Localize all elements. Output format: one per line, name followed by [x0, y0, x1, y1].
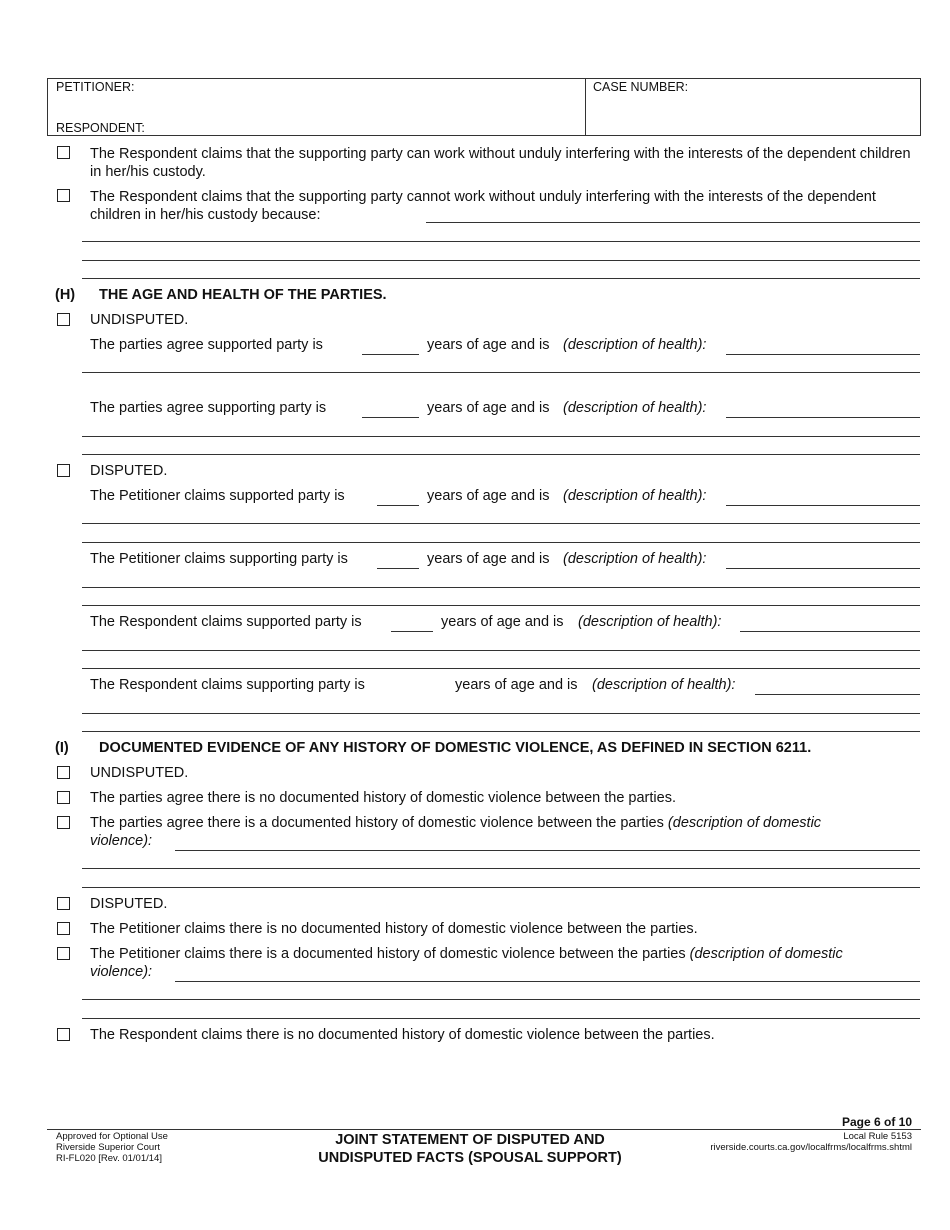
health-line[interactable] — [82, 372, 920, 373]
caption-box — [47, 78, 921, 136]
health-line[interactable] — [82, 668, 920, 669]
health-field[interactable] — [740, 631, 920, 632]
checkbox-h-undisputed[interactable] — [57, 313, 70, 326]
footer-approved: Approved for Optional Use — [56, 1131, 168, 1142]
health-line[interactable] — [82, 542, 920, 543]
caption-divider — [585, 79, 586, 135]
footer-rule — [47, 1129, 921, 1130]
agree-supported-text: The parties agree supported party is — [90, 337, 323, 353]
checkbox-resp-can-work[interactable] — [57, 146, 70, 159]
i-disputed-label: DISPUTED. — [90, 896, 168, 912]
court-url: riverside.courts.ca.gov/localfrms/localfrms.shtml — [710, 1142, 912, 1153]
footer-court: Riverside Superior Court — [56, 1142, 161, 1153]
years-text: years of age and is — [441, 614, 564, 630]
health-line[interactable] — [82, 650, 920, 651]
age-field[interactable] — [391, 631, 433, 632]
resp-can-work-text: The Respondent claims that the supporting party can work without unduly interfering with the interests of the dependent children in her/his custody. — [90, 146, 911, 180]
section-i-marker: (I) — [55, 740, 69, 756]
age-field[interactable] — [377, 568, 419, 569]
checkbox-resp-cannot-work[interactable] — [57, 189, 70, 202]
health-text: (description of health): — [563, 400, 707, 416]
i-undisputed-label: UNDISPUTED. — [90, 765, 189, 781]
local-rule: Local Rule 5153 — [843, 1131, 912, 1142]
cannot-work-reason-line[interactable] — [426, 222, 920, 223]
years-text: years of age and is — [427, 337, 550, 353]
checkbox-i-undisputed[interactable] — [57, 766, 70, 779]
age-field[interactable] — [377, 505, 419, 506]
checkbox-agree-no-dv[interactable] — [57, 791, 70, 804]
h-disputed-label: DISPUTED. — [90, 463, 168, 479]
checkbox-pet-no-dv[interactable] — [57, 922, 70, 935]
dv-description-field[interactable] — [175, 981, 920, 982]
dv-description-line[interactable] — [82, 999, 920, 1000]
checkbox-i-disputed[interactable] — [57, 897, 70, 910]
reason-line[interactable] — [82, 260, 920, 261]
years-text: years of age and is — [427, 551, 550, 567]
pet-dv-text-cont: violence): — [90, 964, 153, 980]
health-line[interactable] — [82, 731, 920, 732]
resp-supporting-text: The Respondent claims supporting party is — [90, 677, 365, 693]
years-text: years of age and is — [427, 488, 550, 504]
form-title-line-2: UNDISPUTED FACTS (SPOUSAL SUPPORT) — [318, 1150, 622, 1166]
health-line[interactable] — [82, 454, 920, 455]
resp-cannot-work-text: The Respondent claims that the supporting party cannot work without unduly interfering with the interests of the dependent children in her/his custody because: — [90, 189, 876, 223]
health-field[interactable] — [726, 568, 920, 569]
page-number: Page 6 of 10 — [841, 1115, 912, 1129]
health-line[interactable] — [82, 587, 920, 588]
pet-dv-text: The Petitioner claims there is a documented history of domestic violence between the parties (description of domestic — [90, 946, 843, 962]
agree-no-dv-text: The parties agree there is no documented history of domestic violence between the parties. — [90, 790, 676, 806]
health-text: (description of health): — [592, 677, 736, 693]
agree-supporting-text: The parties agree supporting party is — [90, 400, 327, 416]
case-number-label: CASE NUMBER: — [593, 80, 689, 94]
checkbox-h-disputed[interactable] — [57, 464, 70, 477]
health-field[interactable] — [755, 694, 920, 695]
dv-description-line[interactable] — [82, 868, 920, 869]
age-field[interactable] — [362, 354, 419, 355]
resp-no-dv-text: The Respondent claims there is no documented history of domestic violence between the parties. — [90, 1027, 715, 1043]
respondent-label: RESPONDENT: — [56, 121, 145, 135]
checkbox-pet-dv[interactable] — [57, 947, 70, 960]
pet-no-dv-text: The Petitioner claims there is no documented history of domestic violence between the parties. — [90, 921, 698, 937]
agree-dv-text-cont: violence): — [90, 833, 153, 849]
dv-description-line[interactable] — [82, 1018, 920, 1019]
health-field[interactable] — [726, 505, 920, 506]
reason-line[interactable] — [82, 241, 920, 242]
health-text: (description of health): — [578, 614, 722, 630]
health-line[interactable] — [82, 713, 920, 714]
health-field[interactable] — [726, 417, 920, 418]
section-i-title: DOCUMENTED EVIDENCE OF ANY HISTORY OF DOMESTIC VIOLENCE, AS DEFINED IN SECTION 6211. — [99, 740, 812, 756]
pet-supported-text: The Petitioner claims supported party is — [90, 488, 345, 504]
resp-supported-text: The Respondent claims supported party is — [90, 614, 362, 630]
health-line[interactable] — [82, 436, 920, 437]
checkbox-resp-no-dv[interactable] — [57, 1028, 70, 1041]
health-text: (description of health): — [563, 551, 707, 567]
years-text: years of age and is — [455, 677, 578, 693]
form-title-line-1: JOINT STATEMENT OF DISPUTED AND — [335, 1132, 605, 1148]
dv-description-field[interactable] — [175, 850, 920, 851]
form-title — [300, 1131, 640, 1167]
reason-line[interactable] — [82, 278, 920, 279]
health-line[interactable] — [82, 523, 920, 524]
health-text: (description of health): — [563, 488, 707, 504]
h-undisputed-label: UNDISPUTED. — [90, 312, 189, 328]
section-h-marker: (H) — [55, 287, 76, 303]
age-field[interactable] — [362, 417, 419, 418]
section-h-title: THE AGE AND HEALTH OF THE PARTIES. — [99, 287, 387, 303]
pet-supporting-text: The Petitioner claims supporting party is — [90, 551, 348, 567]
agree-dv-text: The parties agree there is a documented history of domestic violence between the parties (description of domestic — [90, 815, 822, 831]
years-text: years of age and is — [427, 400, 550, 416]
petitioner-label: PETITIONER: — [56, 80, 135, 94]
footer-form-id: RI-FL020 [Rev. 01/01/14] — [56, 1153, 162, 1164]
dv-description-line[interactable] — [82, 887, 920, 888]
health-text: (description of health): — [563, 337, 707, 353]
health-field[interactable] — [726, 354, 920, 355]
health-line[interactable] — [82, 605, 920, 606]
checkbox-agree-dv[interactable] — [57, 816, 70, 829]
